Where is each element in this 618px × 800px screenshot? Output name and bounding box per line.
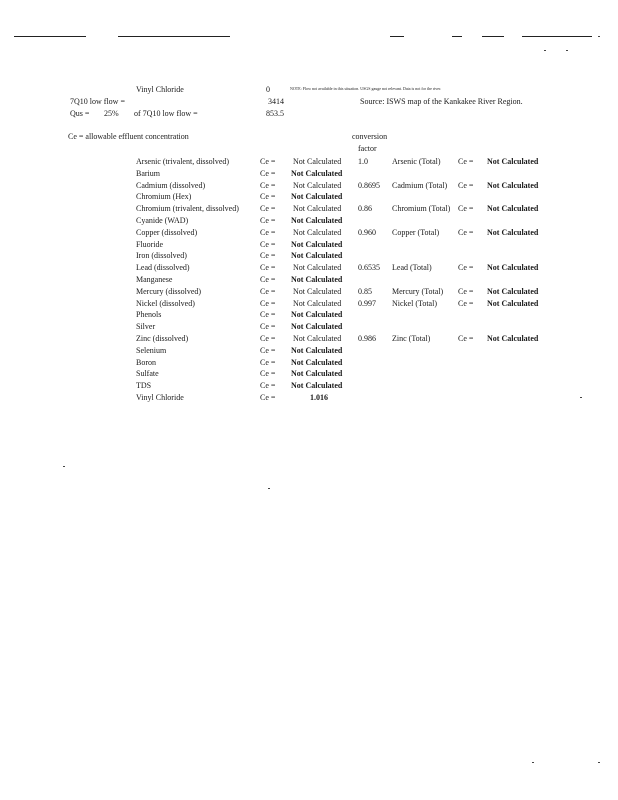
total-ce-label: Ce =: [458, 263, 474, 273]
total-ce-value: Not Calculated: [487, 204, 539, 214]
ce-label: Ce =: [260, 369, 276, 379]
factor-label: factor: [358, 144, 377, 153]
ce-value: Not Calculated: [291, 192, 343, 202]
ce-label: Ce =: [260, 381, 276, 391]
conversion-factor: 0.960: [358, 227, 376, 237]
parameter-name: Vinyl Chloride: [136, 393, 184, 402]
qus-label: Qus =: [70, 109, 90, 118]
total-parameter-name: Mercury (Total): [392, 286, 444, 296]
footer-mark-2: [598, 762, 600, 763]
conversion-label: conversion: [352, 132, 388, 141]
parameter-name: Chromium (Hex): [136, 192, 192, 202]
ce-label: Ce =: [260, 357, 276, 367]
parameter-name: Boron: [136, 357, 156, 367]
scan-mark-2: [63, 466, 65, 467]
parameter-name: Copper (dissolved): [136, 227, 198, 237]
table-row: [0, 322, 618, 334]
conversion-factor: 0.6535: [358, 263, 380, 273]
table-row: [0, 157, 618, 169]
table-row: [0, 204, 618, 216]
source-note: Source: ISWS map of the Kankakee River Region.: [360, 97, 523, 106]
total-parameter-name: Zinc (Total): [392, 334, 431, 343]
parameter-name: Fluoride: [136, 239, 164, 249]
table-row: [0, 240, 618, 252]
ce-value: Not Calculated: [293, 286, 342, 296]
ce-label: Ce =: [260, 298, 276, 308]
header-subline-mark-1: [544, 50, 546, 51]
header-rule-3: [390, 36, 404, 37]
ce-value: Not Calculated: [291, 251, 343, 261]
table-row: [0, 393, 618, 405]
table-row: [0, 251, 618, 263]
ce-label: Ce =: [260, 204, 276, 214]
footer-mark-1: [532, 762, 534, 763]
conversion-factor: 0.85: [358, 286, 372, 296]
vinyl-chloride-header-value: 0: [266, 85, 270, 94]
header-mark: [598, 36, 600, 37]
ce-value: Not Calculated: [293, 204, 342, 214]
parameter-name: Cadmium (dissolved): [136, 180, 206, 190]
header-rule-2: [118, 36, 230, 37]
ce-label: Ce =: [260, 157, 276, 166]
ce-value: 1.016: [310, 393, 328, 402]
q7q10-value: 3414: [268, 97, 284, 106]
parameter-name: Silver: [136, 322, 156, 332]
parameter-name: Barium: [136, 168, 160, 178]
ce-label: Ce =: [260, 192, 276, 202]
table-row: [0, 181, 618, 193]
parameter-name: TDS: [136, 381, 152, 391]
scan-mark-1: [580, 397, 582, 398]
table-row: [0, 310, 618, 322]
qus-percent: 25%: [104, 109, 119, 118]
total-ce-value: Not Calculated: [487, 298, 539, 308]
scan-mark-3: [268, 488, 270, 489]
total-ce-value: Not Calculated: [487, 157, 539, 166]
ce-label: Ce =: [260, 275, 276, 284]
parameter-name: Manganese: [136, 275, 173, 284]
table-row: [0, 299, 618, 311]
ce-value: Not Calculated: [291, 345, 343, 355]
ce-value: Not Calculated: [293, 227, 342, 237]
parameter-name: Nickel (dissolved): [136, 298, 195, 308]
table-row: [0, 228, 618, 240]
total-ce-label: Ce =: [458, 204, 474, 214]
ce-value: Not Calculated: [293, 263, 342, 273]
parameter-name: Sulfate: [136, 369, 159, 379]
total-ce-label: Ce =: [458, 180, 474, 190]
qus-value: 853.5: [266, 109, 284, 118]
ce-label: Ce =: [260, 168, 276, 178]
conversion-factor: 0.86: [358, 204, 372, 214]
total-ce-value: Not Calculated: [487, 263, 539, 273]
ce-value: Not Calculated: [291, 239, 343, 249]
total-ce-label: Ce =: [458, 227, 474, 237]
total-ce-value: Not Calculated: [487, 334, 539, 343]
table-row: [0, 287, 618, 299]
ce-value: Not Calculated: [291, 216, 343, 225]
ce-label: Ce =: [260, 286, 276, 296]
ce-value: Not Calculated: [293, 298, 342, 308]
ce-label: Ce =: [260, 180, 276, 190]
ce-label: Ce =: [260, 322, 276, 332]
ce-value: Not Calculated: [291, 381, 343, 391]
total-ce-label: Ce =: [458, 157, 474, 166]
parameter-name: Cyanide (WAD): [136, 216, 189, 225]
table-row: [0, 369, 618, 381]
ce-value: Not Calculated: [291, 168, 343, 178]
ce-value: Not Calculated: [293, 180, 342, 190]
table-row: [0, 334, 618, 346]
total-ce-value: Not Calculated: [487, 286, 539, 296]
ce-value: Not Calculated: [291, 322, 343, 332]
ce-label: Ce =: [260, 345, 276, 355]
ce-value: Not Calculated: [291, 357, 343, 367]
flow-note: NOTE: Flow not available in this situation. USGS gauge not relevant. Data is not for the river.: [290, 86, 442, 91]
total-parameter-name: Lead (Total): [392, 263, 432, 273]
parameter-name: Zinc (dissolved): [136, 334, 189, 343]
ce-label: Ce =: [260, 227, 276, 237]
ce-label: Ce =: [260, 216, 276, 225]
parameter-name: Phenols: [136, 310, 162, 320]
header-rule-6: [522, 36, 592, 37]
ce-label: Ce =: [260, 239, 276, 249]
ce-value: Not Calculated: [291, 369, 343, 379]
ce-value: Not Calculated: [291, 275, 343, 284]
table-row: [0, 346, 618, 358]
total-parameter-name: Arsenic (Total): [392, 157, 441, 166]
table-row: [0, 169, 618, 181]
conversion-factor: 0.997: [358, 298, 376, 308]
ce-label: Ce =: [260, 393, 276, 402]
ce-value: Not Calculated: [291, 310, 343, 320]
conversion-factor: 1.0: [358, 157, 368, 166]
header-rule-4: [452, 36, 462, 37]
header-rule-1: [14, 36, 86, 37]
table-row: [0, 216, 618, 228]
table-row: [0, 263, 618, 275]
conversion-factor: 0.986: [358, 334, 376, 343]
ce-label: Ce =: [260, 334, 276, 343]
total-ce-label: Ce =: [458, 286, 474, 296]
total-parameter-name: Copper (Total): [392, 227, 440, 237]
parameter-name: Chromium (trivalent, dissolved): [136, 204, 239, 214]
ce-label: Ce =: [260, 310, 276, 320]
total-ce-value: Not Calculated: [487, 180, 539, 190]
qus-of-label: of 7Q10 low flow =: [134, 109, 198, 118]
parameter-name: Lead (dissolved): [136, 263, 190, 273]
parameter-name: Arsenic (trivalent, dissolved): [136, 157, 230, 166]
table-row: [0, 275, 618, 287]
parameter-name: Iron (dissolved): [136, 251, 187, 261]
ce-definition: Ce = allowable effluent concentration: [68, 132, 189, 141]
total-parameter-name: Nickel (Total): [392, 298, 437, 308]
total-ce-label: Ce =: [458, 334, 474, 343]
q7q10-label: 7Q10 low flow =: [70, 97, 125, 106]
parameter-name: Selenium: [136, 345, 167, 355]
total-parameter-name: Chromium (Total): [392, 204, 451, 214]
vinyl-chloride-header-label: Vinyl Chloride: [136, 85, 184, 94]
parameter-name: Mercury (dissolved): [136, 286, 202, 296]
total-ce-label: Ce =: [458, 298, 474, 308]
ce-value: Not Calculated: [293, 157, 342, 166]
header-subline-mark-2: [566, 50, 568, 51]
table-row: [0, 381, 618, 393]
table-row: [0, 358, 618, 370]
total-ce-value: Not Calculated: [487, 227, 539, 237]
header-rule-5: [482, 36, 504, 37]
ce-value: Not Calculated: [293, 334, 342, 343]
ce-label: Ce =: [260, 263, 276, 273]
table-row: [0, 192, 618, 204]
ce-label: Ce =: [260, 251, 276, 261]
conversion-factor: 0.8695: [358, 180, 380, 190]
total-parameter-name: Cadmium (Total): [392, 180, 448, 190]
